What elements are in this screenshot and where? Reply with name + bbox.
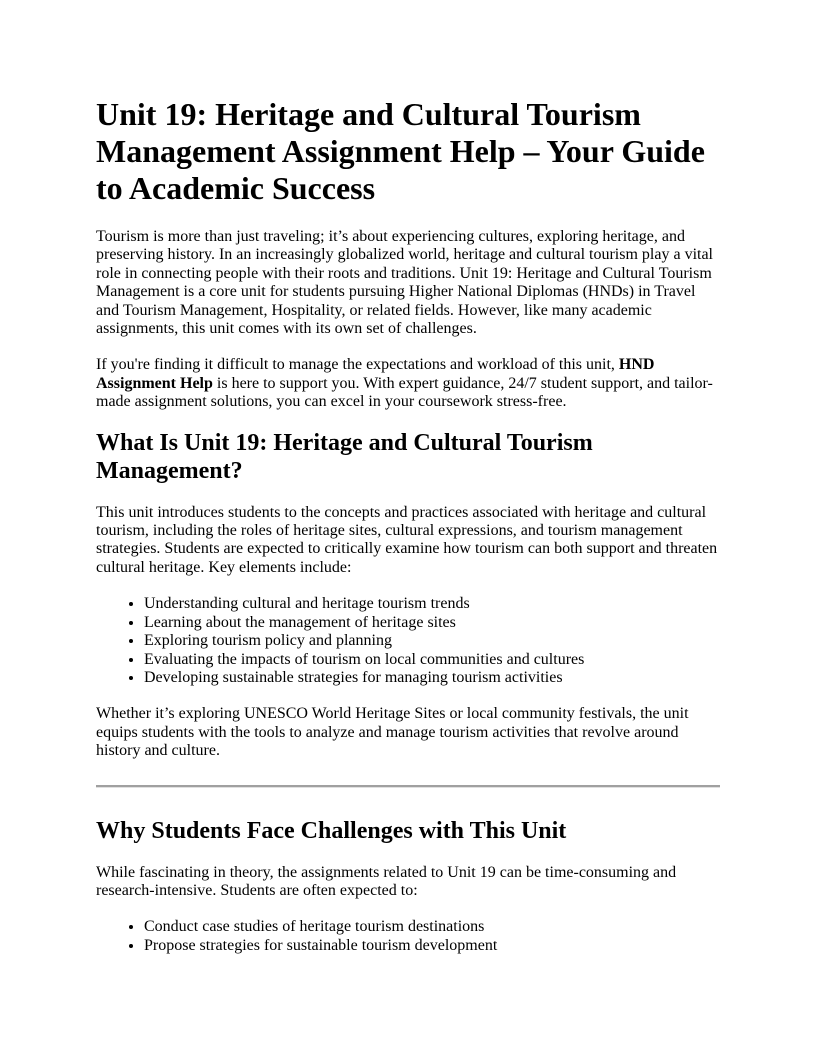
list-item: • Understanding cultural and heritage tourism trends [144,595,720,613]
document-title: Unit 19: Heritage and Cultural Tourism Management Assignment Help – Your Guide to Academic Success [96,96,705,206]
intro-paragraph: Tourism is more than just traveling; it’s about experiencing cultures, exploring heritage, and preserving history. In an increasingly globalized world, heritage and cultural tourism play a vital role in connecting people with their roots and traditions. Unit 19: Heritage and Cultural Tourism Management is a core unit for students pursuing Higher National Diplomas (HNDs) in Travel and Tourism Management, Hospitality, or related fields. However, like many academic assignments, this unit comes with its own set of challenges. [96,228,713,338]
support-paragraph [96,356,720,411]
list-item: • Propose strategies for sustainable tourism development [144,937,720,955]
section-why-paragraph: While fascinating in theory, the assignments related to Unit 19 can be time-consuming and research-intensive. Students are often expected to: [96,863,677,899]
list-item: • Developing sustainable strategies for managing tourism activities [144,669,720,687]
list-item: • Learning about the management of heritage sites [144,614,720,632]
section-what-paragraph: This unit introduces students to the concepts and practices associated with heritage and cultural tourism, including the roles of heritage sites, cultural expressions, and tourism management strategies. Students are expected to critically examine how tourism can both support and threaten cultural heritage. Key elements include: [96,503,718,576]
support-paragraph-after: is here to support you. With expert guidance, 24/7 student support, and tailor-made assignment solutions, you can excel in your coursework stress-free. [96,374,713,411]
list-item: • Evaluating the impacts of tourism on local communities and cultures [144,651,720,669]
list-item: • Conduct case studies of heritage tourism destinations [144,918,720,936]
section-why-heading: Why Students Face Challenges with This Unit [96,817,567,844]
section-what-closing: Whether it’s exploring UNESCO World Heritage Sites or local community festivals, the unit equips students with the tools to analyze and manage tourism activities that revolve around history and culture. [96,705,689,760]
section-what-heading: What Is Unit 19: Heritage and Cultural Tourism Management? [96,429,593,484]
support-paragraph-before: If you're finding it difficult to manage the expectations and workload of this unit, [96,356,619,374]
horizontal-divider [96,785,720,788]
key-elements-list [96,595,720,687]
document-page [96,96,720,973]
challenges-list [96,918,720,955]
hnd-assignment-help-bold: HND Assignment Help [96,356,655,392]
list-item: • Exploring tourism policy and planning [144,632,720,650]
